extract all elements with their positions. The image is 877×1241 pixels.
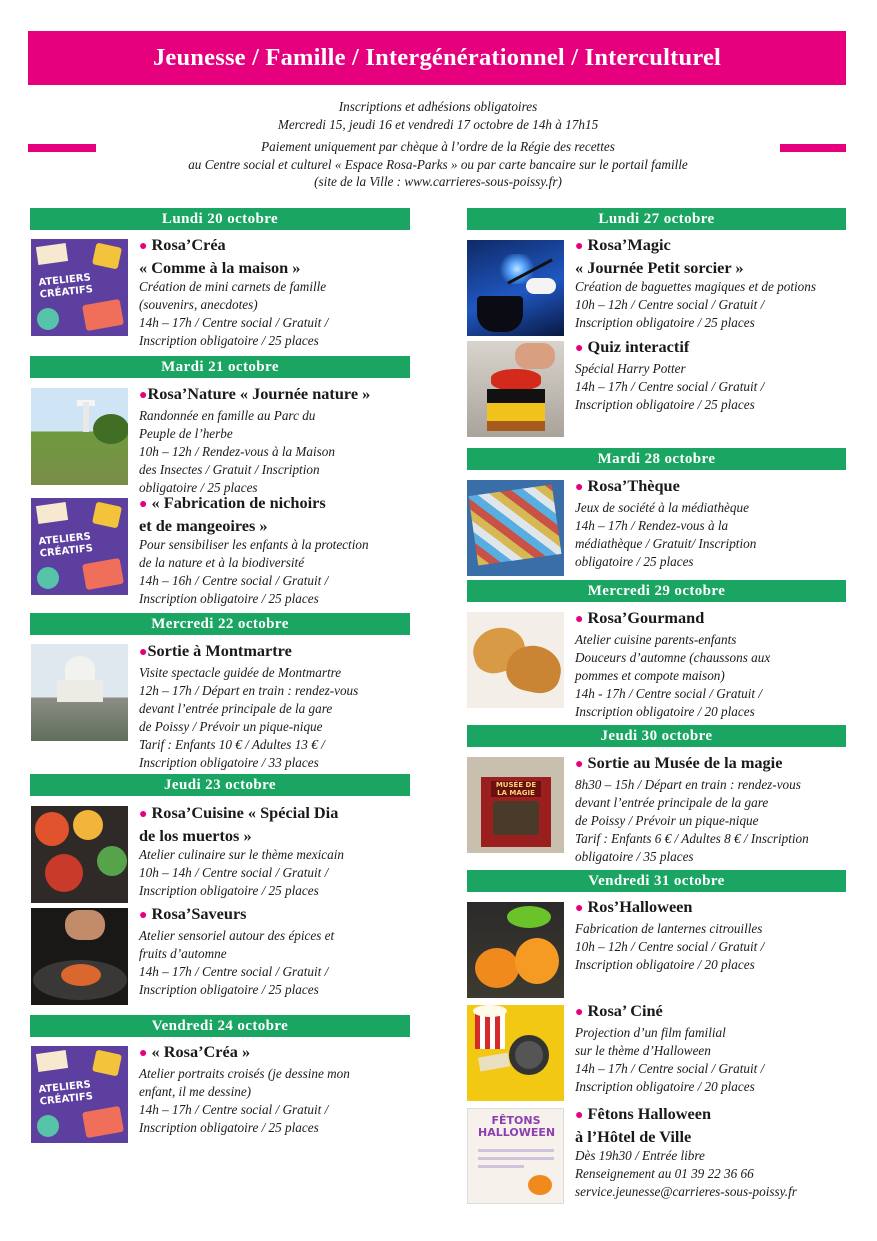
event-subtitle: et de mangeoires » [139, 515, 268, 535]
event-rosa-gourmand: ● Rosa’Gourmand Atelier cuisine parents-enfants Douceurs d’automne (chaussons aux pommes et compote maison) 14h - 17h / Centre social / Gratuit / Inscription obligatoire / 20 places [575, 608, 847, 721]
bullet-icon: ● [139, 807, 148, 822]
event-ros-halloween: ● Ros’Halloween Fabrication de lanternes citrouilles 10h – 12h / Centre social / Gratuit / Inscription obligatoire / 20 places [575, 897, 847, 974]
day-header-lundi-20: Lundi 20 octobre [30, 208, 410, 230]
registration-line: Inscriptions et adhésions obligatoires [338, 99, 538, 114]
bullet-icon: ● [575, 341, 584, 356]
event-subtitle: « Journée Petit sorcier » [575, 257, 744, 277]
event-title: ● « Fabrication de nichoirs [139, 493, 326, 512]
event-subtitle: à l’Hôtel de Ville [575, 1126, 692, 1146]
day-header-vendredi-31: Vendredi 31 octobre [467, 870, 846, 892]
event-title: ●Rosa’Nature « Journée nature » [139, 384, 371, 403]
event-title: ● Quiz interactif [575, 337, 690, 356]
event-title: ● Rosa’Créa [139, 235, 226, 254]
event-title: ● Fêtons Halloween [575, 1104, 711, 1123]
bullet-icon: ● [575, 1005, 584, 1020]
registration-info [95, 98, 781, 133]
payment-info [95, 138, 781, 191]
event-title: ● Rosa’Cuisine « Spécial Dia [139, 803, 339, 822]
halloween-pumpkins-image [467, 902, 564, 998]
bullet-icon: ● [575, 1108, 584, 1123]
day-header-jeudi-23: Jeudi 23 octobre [30, 774, 410, 796]
contact-email: service.jeunesse@carrieres-sous-poissy.fr [575, 1184, 797, 1199]
bullet-icon: ● [575, 239, 584, 254]
website-line: (site de la Ville : www.carrieres-sous-poissy.fr) [314, 174, 562, 189]
day-header-mardi-28: Mardi 28 octobre [467, 448, 846, 470]
bullet-icon: ● [575, 901, 584, 916]
day-header-mercredi-29: Mercredi 29 octobre [467, 580, 846, 602]
payment-line: Paiement uniquement par chèque à l’ordre de la Régie des recettes [261, 139, 615, 154]
event-title: ● Rosa’Thèque [575, 476, 680, 495]
bullet-icon: ● [139, 497, 148, 512]
day-header-mercredi-22: Mercredi 22 octobre [30, 613, 410, 635]
mexican-food-image [31, 806, 128, 903]
ateliers-creatifs-image: ATELIERS CRÉATIFS [31, 1046, 128, 1143]
event-subtitle: de los muertos » [139, 825, 252, 845]
day-header-jeudi-30: Jeudi 30 octobre [467, 725, 846, 747]
quiz-buzzer-image [467, 341, 564, 437]
bullet-icon: ● [139, 388, 148, 403]
bullet-icon: ● [139, 239, 148, 254]
page-banner: Jeunesse / Famille / Intergénérationnel / Interculturel [28, 31, 846, 85]
event-fetons-halloween: ● Fêtons Halloween à l’Hôtel de Ville Dès 19h30 / Entrée libre Renseignement au 01 39 22 36 66 service.jeunesse@carrieres-sous-poissy.fr [575, 1104, 847, 1201]
event-rosa-crea: ● Rosa’Créa « Comme à la maison » Création de mini carnets de famille (souvenirs, anecdotes) 14h – 17h / Centre social / Gratuit / Inscription obligatoire / 25 places [139, 235, 409, 350]
event-title: ● Rosa’Gourmand [575, 608, 705, 627]
event-montmartre: ●Sortie à Montmartre Visite spectacle guidée de Montmartre 12h – 17h / Départ en train : rendez-vous devant l’entrée principale de la gare de Poissy / Prévoir un pique-nique Tarif : Enfants 10 € / Adultes 13 € / Inscription obligatoire / 33 places [139, 641, 409, 772]
bullet-icon: ● [575, 480, 584, 495]
pink-decor-bar-right [780, 144, 846, 152]
event-subtitle: « Comme à la maison » [139, 257, 301, 277]
bullet-icon: ● [575, 612, 584, 627]
musee-magie-image: MUSÉE DE LA MAGIE [467, 757, 564, 853]
pink-decor-bar-left [28, 144, 96, 152]
bullet-icon: ● [139, 1046, 148, 1061]
ateliers-creatifs-image: ATELIERS CRÉATIFS [31, 498, 128, 595]
event-rosa-nature: ●Rosa’Nature « Journée nature » Randonnée en famille au Parc du Peuple de l’herbe 10h – 12h / Rendez-vous à la Maison des Insectes / Gratuit / Inscription obligatoire / 25 places [139, 384, 409, 497]
bullet-icon: ● [139, 908, 148, 923]
day-header-mardi-21: Mardi 21 octobre [30, 356, 410, 378]
montmartre-image [31, 644, 128, 741]
pastries-image [467, 612, 564, 708]
event-rosa-cuisine: ● Rosa’Cuisine « Spécial Dia de los muertos » Atelier culinaire sur le thème mexicain 10h – 14h / Centre social / Gratuit / Inscription obligatoire / 25 places [139, 803, 409, 900]
event-rosa-saveurs: ● Rosa’Saveurs Atelier sensoriel autour des épices et fruits d’automne 14h – 17h / Centre social / Gratuit / Inscription obligatoire / 25 places [139, 904, 409, 999]
bullet-icon: ● [139, 645, 148, 660]
day-header-lundi-27: Lundi 27 octobre [467, 208, 846, 230]
event-rosa-cine: ● Rosa’ Ciné Projection d’un film familial sur le thème d’Halloween 14h – 17h / Centre social / Gratuit / Inscription obligatoire / 20 places [575, 1001, 847, 1096]
event-title: ● Rosa’ Ciné [575, 1001, 663, 1020]
cinema-popcorn-image [467, 1005, 564, 1101]
event-title: ● Sortie au Musée de la magie [575, 753, 783, 772]
magic-hat-image [467, 240, 564, 336]
event-musee-magie: ● Sortie au Musée de la magie 8h30 – 15h / Départ en train : rendez-vous devant l’entrée principale de la gare de Poissy / Prévoir un pique-nique Tarif : Enfants 6 € / Adultes 8 € / Inscription obligatoire / 35 places [575, 753, 847, 866]
event-title: ● « Rosa’Créa » [139, 1042, 251, 1061]
event-nichoirs: ● « Fabrication de nichoirs et de mangeoires » Pour sensibiliser les enfants à la protection de la nature et à la biodiversité 14h – 16h / Centre social / Gratuit / Inscription obligatoire / 25 places [139, 493, 409, 608]
fetons-halloween-poster: FÊTONS HALLOWEEN [467, 1108, 564, 1204]
event-rosa-crea-portraits: ● « Rosa’Créa » Atelier portraits croisés (je dessine mon enfant, il me dessine) 14h – 17h / Centre social / Gratuit / Inscription obligatoire / 25 places [139, 1042, 409, 1137]
event-title: ● Rosa’Magic [575, 235, 671, 254]
nature-tower-image [31, 388, 128, 485]
event-rosa-magic: ● Rosa’Magic « Journée Petit sorcier » Création de baguettes magiques et de potions 10h – 12h / Centre social / Gratuit / Inscription obligatoire / 25 places [575, 235, 847, 332]
event-quiz: ● Quiz interactif Spécial Harry Potter 14h – 17h / Centre social / Gratuit / Inscription obligatoire / 25 places [575, 337, 847, 414]
event-title: ● Ros’Halloween [575, 897, 693, 916]
event-rosa-theque: ● Rosa’Thèque Jeux de société à la médiathèque 14h – 17h / Rendez-vous à la médiathèque / Gratuit/ Inscription obligatoire / 25 places [575, 476, 847, 571]
board-games-image [467, 480, 564, 576]
day-header-vendredi-24: Vendredi 24 octobre [30, 1015, 410, 1037]
spices-image [31, 908, 128, 1005]
ateliers-creatifs-image: ATELIERS CRÉATIFS [31, 239, 128, 336]
bullet-icon: ● [575, 757, 584, 772]
event-title: ● Rosa’Saveurs [139, 904, 247, 923]
payment-line: au Centre social et culturel « Espace Rosa-Parks » ou par carte bancaire sur le portail famille [188, 156, 688, 172]
registration-dates: Mercredi 15, jeudi 16 et vendredi 17 octobre de 14h à 17h15 [277, 116, 599, 132]
event-title: ●Sortie à Montmartre [139, 641, 292, 660]
